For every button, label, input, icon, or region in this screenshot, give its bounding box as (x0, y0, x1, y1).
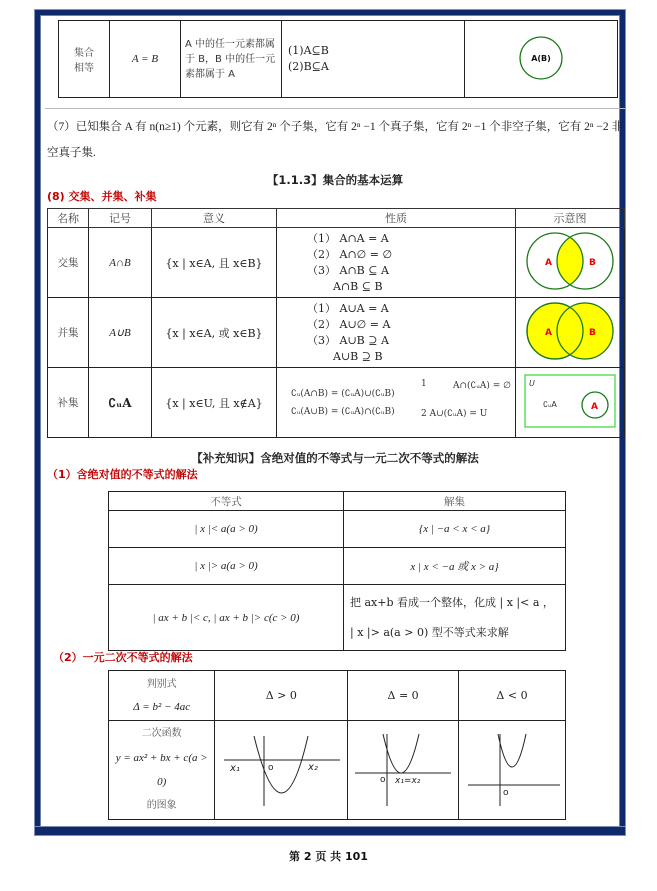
set-b-circle (557, 303, 613, 359)
label-b: B (589, 328, 596, 338)
universe-rect (525, 375, 615, 427)
intersection-diagram-cell (516, 228, 625, 298)
property: （1） A∪A = A (307, 301, 389, 315)
page-border (35, 10, 625, 835)
graph-formula: y = ax² + bx + c(a > 0) (115, 752, 208, 788)
inequality: | ax + b |< c, | ax + b |> c(c > 0) (109, 585, 344, 651)
label-origin: o (503, 787, 509, 798)
label-a: A (545, 328, 552, 338)
row-notation: ∁ᵤA (89, 368, 152, 438)
property: （2） A∩∅ = ∅ (307, 247, 393, 261)
col-header: 记号 (89, 209, 152, 228)
graph-label-cell (109, 721, 215, 820)
section-title-1-1-3: 【1.1.3】集合的基本运算 (266, 173, 404, 187)
col-header: 示意图 (516, 209, 625, 228)
label-a: A (591, 402, 598, 412)
parabola-curve (498, 734, 526, 767)
graph-label: 的图象 (146, 800, 177, 811)
set-equal-table (58, 20, 618, 98)
graph-two-roots-cell (215, 721, 348, 820)
row-meaning: {x | x∈A, 且 x∈B} (152, 228, 277, 298)
parabola-curve (383, 734, 419, 773)
col-header: 不等式 (109, 492, 344, 511)
parabola-two-roots (218, 730, 344, 808)
property: ∁ᵤ(A∩B) = (∁ᵤA)∪(∁ᵤB) (291, 388, 395, 399)
parabola-one-root (351, 730, 455, 808)
case-negative: Δ < 0 (459, 671, 566, 721)
equal-properties (282, 21, 465, 98)
row-name: 补集 (48, 368, 89, 438)
equal-notation: A = B (110, 21, 181, 98)
property: A∩(∁ᵤA) = ∅ (453, 380, 511, 391)
table-row (109, 548, 566, 585)
row-notation: A∩B (89, 228, 152, 298)
row-name: 并集 (48, 298, 89, 368)
solution: x | x < −a 或 x > a} (344, 548, 566, 585)
heading-quad: （2）一元二次不等式的解法 (53, 651, 193, 664)
property: 2 A∪(∁ᵤA) = U (421, 408, 488, 419)
parabola-curve (254, 736, 308, 793)
label-a: A (545, 258, 552, 268)
solution-line: 把 ax+b 看成一个整体，化成 | x |< a ， (350, 595, 554, 609)
case-positive: Δ > 0 (215, 671, 348, 721)
footer-rule (35, 826, 625, 833)
supplement-title: 【补充知识】含绝对值的不等式与一元二次不等式的解法 (191, 451, 479, 465)
equal-diagram-cell (465, 21, 618, 98)
parabola-no-root (460, 730, 564, 808)
table-row (59, 21, 618, 98)
union-venn-diagram (523, 299, 617, 363)
absolute-value-table (108, 491, 566, 651)
equal-venn-diagram (511, 28, 571, 88)
property: A∩B ⊆ B (333, 279, 383, 293)
solution: {x | −a < x < a} (344, 511, 566, 548)
label-x1: x₁ (230, 762, 241, 774)
row-properties (277, 298, 516, 368)
complement-diagram-cell (516, 368, 625, 438)
table-row (109, 585, 566, 651)
inequality: | x |> a(a > 0) (109, 548, 344, 585)
row-name: 交集 (48, 228, 89, 298)
row-meaning: {x | x∈U, 且 x∉A} (152, 368, 277, 438)
col-header: 意义 (152, 209, 277, 228)
solution-line: | x |> a(a > 0) 型不等式来求解 (350, 625, 509, 639)
inequality: | x |< a(a > 0) (109, 511, 344, 548)
graph-no-root-cell (459, 721, 566, 820)
row-properties (277, 228, 516, 298)
disc-label: 判别式 (146, 678, 177, 690)
solution (344, 585, 566, 651)
equal-property-2: (2)B⊆A (288, 60, 329, 73)
set-operations-table (47, 208, 625, 438)
col-header: 性质 (277, 209, 516, 228)
intersection-venn-diagram (523, 229, 617, 293)
property: （3） A∩B ⊆ A (307, 263, 389, 277)
table-row (48, 298, 625, 368)
property: （1） A∩A = A (307, 231, 389, 245)
table-row (109, 511, 566, 548)
col-header: 名称 (48, 209, 89, 228)
table-header-row (109, 492, 566, 511)
graph-label: 二次函数 (141, 728, 182, 739)
equal-name: 集合 相等 (59, 21, 110, 98)
col-header: 解集 (344, 492, 566, 511)
row-notation: A∪B (89, 298, 152, 368)
row-properties (277, 368, 516, 438)
label-origin: o (380, 774, 386, 785)
disc-formula: Δ = b² − 4ac (133, 700, 191, 713)
graph-one-root-cell (348, 721, 459, 820)
label-u: U (529, 379, 535, 388)
page-number: 第 2 页 共 101 (289, 850, 368, 863)
label-x2: x₂ (308, 761, 319, 773)
property: A∪B ⊇ B (333, 349, 383, 363)
equal-meaning: A 中的任一元素都属于 B，B 中的任一元素都属于 A (181, 21, 282, 98)
table-row (109, 671, 566, 721)
table-header-row (48, 209, 625, 228)
row-meaning: {x | x∈A, 或 x∈B} (152, 298, 277, 368)
case-zero: Δ = 0 (348, 671, 459, 721)
complement-diagram (523, 373, 617, 429)
heading-8: (8) 交集、并集、补集 (47, 190, 157, 203)
label-origin: o (268, 762, 274, 773)
quadratic-table (108, 670, 566, 820)
table-row (48, 228, 625, 298)
label-x1-x2: x₁=x₂ (395, 775, 421, 786)
property: 1 (421, 378, 427, 389)
table-row (48, 368, 625, 438)
label-complement: ∁ᵤA (543, 400, 557, 409)
property: （2） A∪∅ = A (307, 317, 391, 331)
property: （3） A∪B ⊇ A (307, 333, 389, 347)
table-row (109, 721, 566, 820)
divider (45, 108, 625, 109)
heading-abs: （1）含绝对值的不等式的解法 (47, 468, 198, 481)
property: ∁ᵤ(A∪B) = (∁ᵤA)∩(∁ᵤB) (291, 406, 395, 417)
union-diagram-cell (516, 298, 625, 368)
discriminant-cell (109, 671, 215, 721)
label-b: B (589, 258, 596, 268)
equal-property-1: (1)A⊆B (288, 44, 329, 57)
paragraph-7: （7）已知集合 A 有 n(n≥1) 个元素，则它有 2ⁿ 个子集，它有 2ⁿ −1 个真子集，它有 2ⁿ −1 个非空子集，它有 2ⁿ −2 非空真子集. (47, 121, 623, 159)
diagram-label: A(B) (531, 53, 551, 63)
